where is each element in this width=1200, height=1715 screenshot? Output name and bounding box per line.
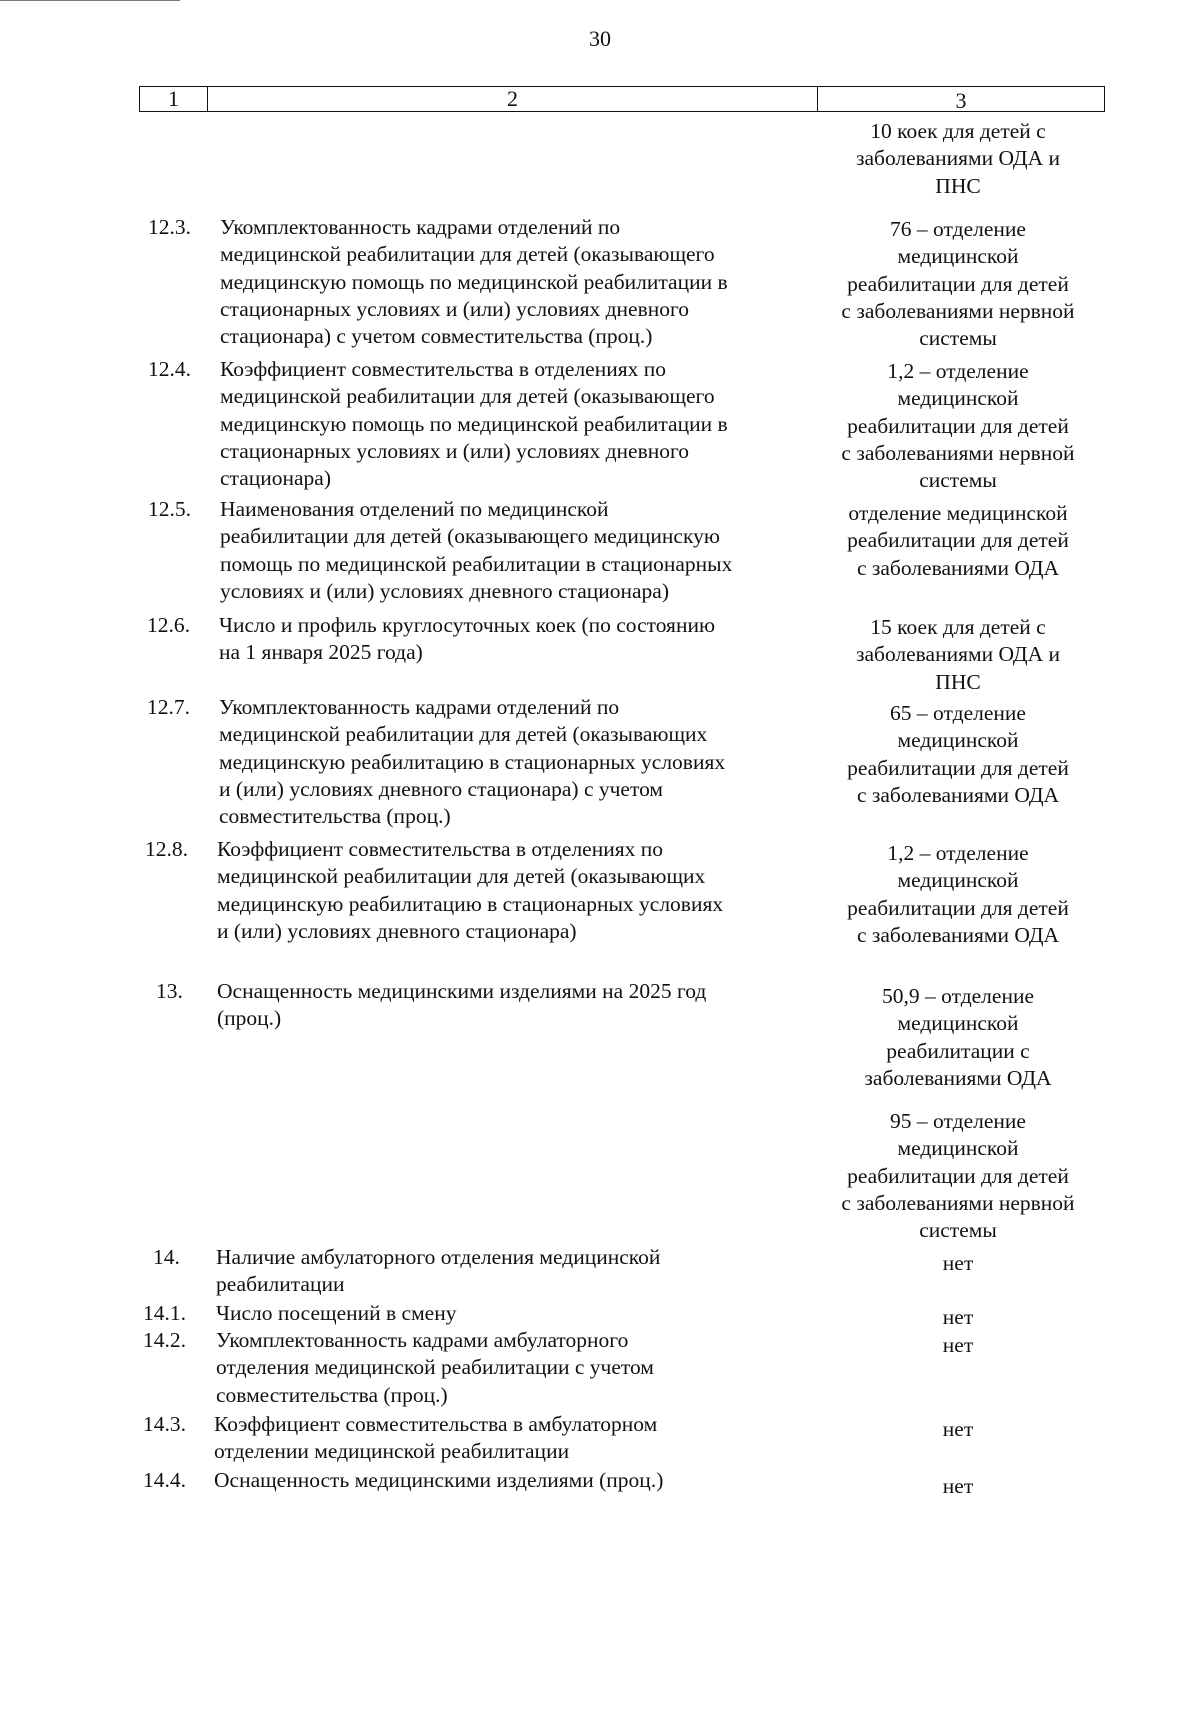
header-col-1: 1 (140, 87, 208, 111)
row-number: 12.3. (148, 215, 191, 239)
row-description: Укомплектованность кадрами амбулаторного отделения медицинской реабилитации с учетом совместительства (проц.) (216, 1328, 654, 1407)
row-number: 14.1. (143, 1301, 186, 1325)
table-header-row (139, 86, 1105, 112)
row-value: 65 – отделение медицинской реабилитации для детей с заболеваниями ОДА (847, 701, 1069, 807)
row-description: Коэффициент совместительства в отделениях по медицинской реабилитации для детей (оказывающего медицинскую помощь по медицинской реабилитации в стационарных условиях и (или) условиях дневного стационара) (220, 357, 728, 491)
row-number: 14.3. (143, 1412, 186, 1436)
row-description: Укомплектованность кадрами отделений по медицинской реабилитации для детей (оказывающего медицинскую помощь по медицинской реабилитации в стационарных условиях и (или) условиях дневного стационара) с учетом совместительства (проц.) (220, 215, 728, 349)
row-number: 12.5. (148, 497, 191, 521)
row-value: 15 коек для детей с заболеваниями ОДА и ПНС (855, 615, 1061, 694)
row-number: 13. (156, 979, 183, 1003)
row-description: Оснащенность медицинскими изделиями на 2025 год (проц.) (217, 979, 707, 1031)
row-number: 14.2. (143, 1328, 186, 1352)
header-col-2: 2 (208, 87, 818, 111)
row-description: Число посещений в смену (216, 1301, 457, 1325)
row-number: 12.8. (145, 837, 188, 861)
row-description: Укомплектованность кадрами отделений по медицинской реабилитации для детей (оказывающих медицинскую реабилитацию в стационарных условиях и (или) условиях дневного стационара) с учетом совместительства (проц.) (219, 695, 726, 829)
row-value: нет (942, 1417, 974, 1441)
row-number: 12.7. (147, 695, 190, 719)
row-description: Наличие амбулаторного отделения медицинской реабилитации (216, 1245, 661, 1297)
row-value: 76 – отделение медицинской реабилитации для детей с заболеваниями нервной системы (841, 217, 1075, 351)
row-number: 14.4. (143, 1468, 186, 1492)
row-number: 14. (153, 1245, 180, 1269)
row-number: 12.4. (148, 357, 191, 381)
row-number: 12.6. (147, 613, 190, 637)
row-description: Наименования отделений по медицинской реабилитации для детей (оказывающего медицинскую помощь по медицинской реабилитации в стационарных условиях и (или) условиях дневного стационара) (220, 497, 733, 603)
scan-edge-line (0, 0, 180, 5)
page-number: 30 (589, 26, 611, 51)
row-value: 10 коек для детей с заболеваниями ОДА и ПНС (855, 119, 1061, 198)
row-description: Коэффициент совместительства в отделениях по медицинской реабилитации для детей (оказывающих медицинскую реабилитацию в стационарных условиях и (или) условиях дневного стационара) (217, 837, 724, 943)
row-value: нет (942, 1474, 974, 1498)
row-description: Оснащенность медицинскими изделиями (проц.) (214, 1468, 664, 1492)
row-value: 95 – отделение медицинской реабилитации для детей с заболеваниями нервной системы (841, 1109, 1075, 1243)
row-value: отделение медицинской реабилитации для детей с заболеваниями ОДА (847, 501, 1069, 580)
row-value: 1,2 – отделение медицинской реабилитации для детей с заболеваниями ОДА (847, 841, 1069, 947)
row-value: 50,9 – отделение медицинской реабилитации с заболеваниями ОДА (864, 984, 1052, 1090)
row-value: нет (942, 1305, 974, 1329)
row-description: Число и профиль круглосуточных коек (по состоянию на 1 января 2025 года) (219, 613, 716, 665)
row-description: Коэффициент совместительства в амбулаторном отделении медицинской реабилитации (214, 1412, 658, 1464)
row-value: нет (942, 1333, 974, 1357)
header-col-3: 3 (955, 88, 967, 113)
row-value: нет (942, 1251, 974, 1275)
row-value: 1,2 – отделение медицинской реабилитации для детей с заболеваниями нервной системы (841, 359, 1075, 493)
